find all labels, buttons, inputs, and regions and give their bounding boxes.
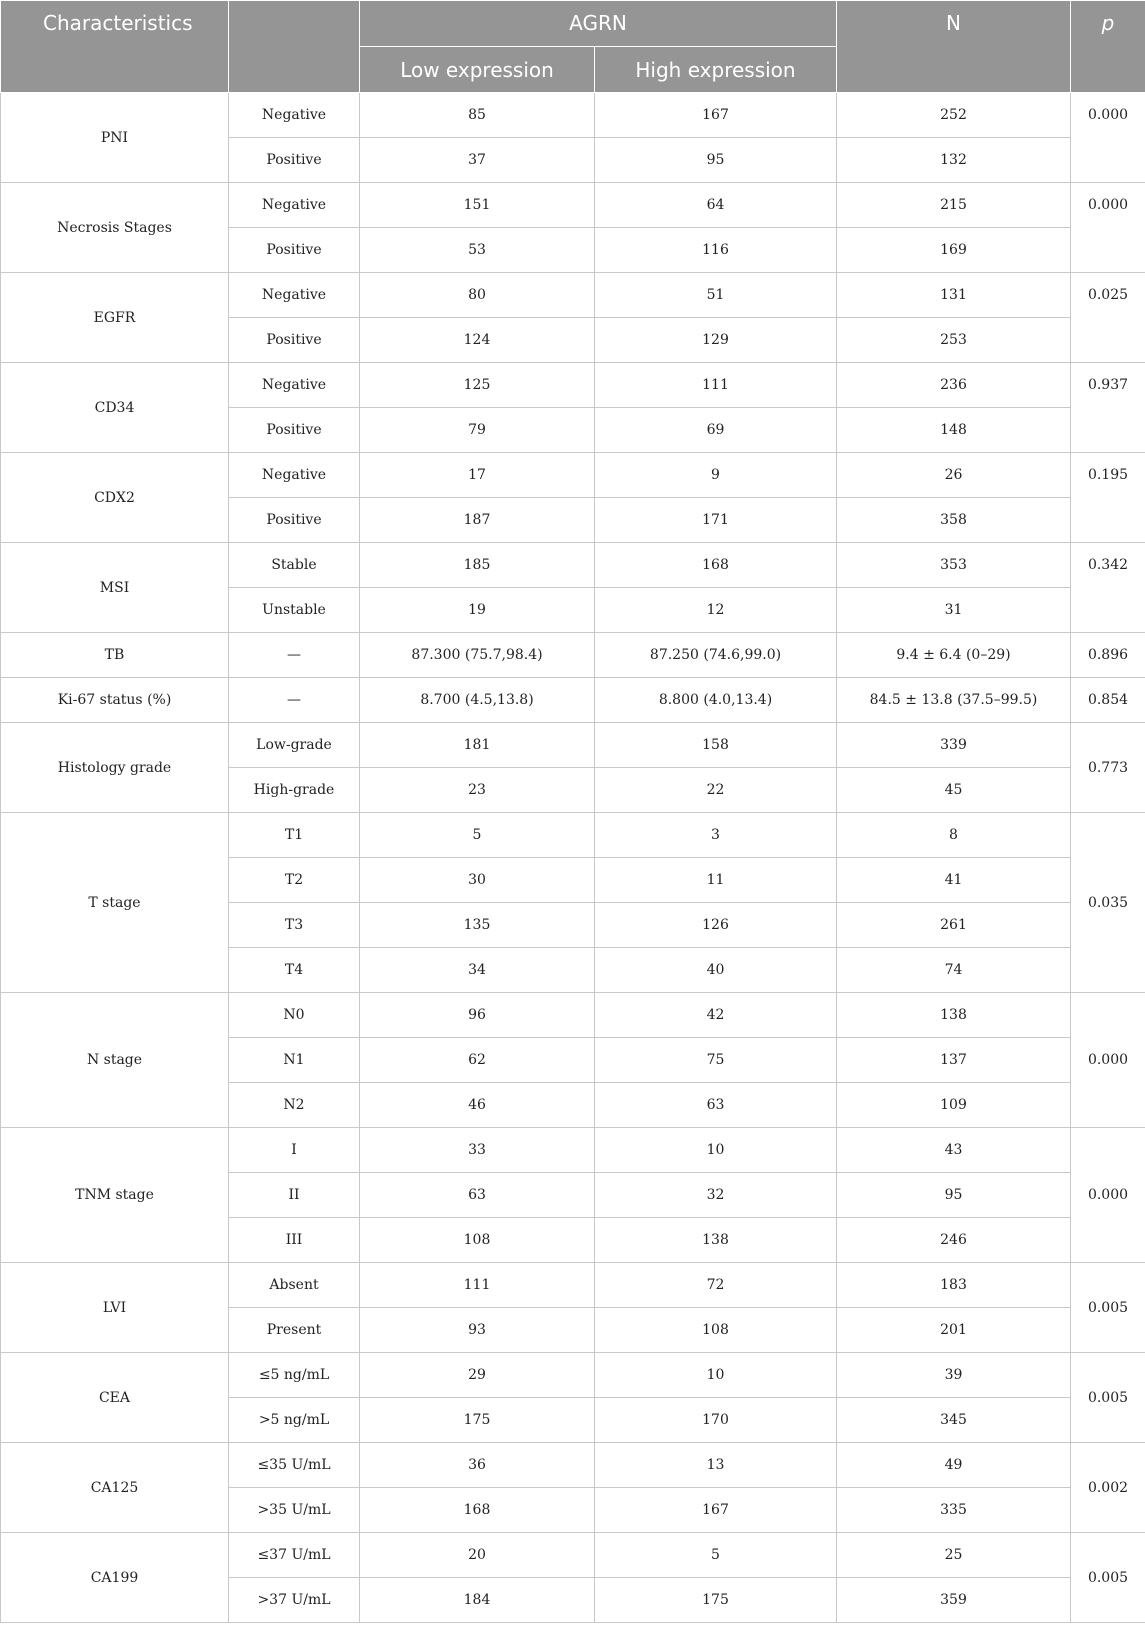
n-cell: 252 bbox=[837, 93, 1071, 138]
header-characteristics: Characteristics bbox=[1, 1, 229, 93]
n-cell: 215 bbox=[837, 183, 1071, 228]
subgroup-cell: >5 ng/mL bbox=[229, 1398, 360, 1443]
table-row bbox=[1, 363, 1145, 408]
characteristic-name: CEA bbox=[1, 1353, 229, 1443]
n-cell: 25 bbox=[837, 1533, 1071, 1578]
n-cell: 169 bbox=[837, 228, 1071, 273]
high-expression-cell: 116 bbox=[595, 228, 837, 273]
high-expression-cell: 126 bbox=[595, 903, 837, 948]
table-row bbox=[1, 723, 1145, 768]
high-expression-cell: 10 bbox=[595, 1353, 837, 1398]
subgroup-cell: >35 U/mL bbox=[229, 1488, 360, 1533]
subgroup-cell: Positive bbox=[229, 318, 360, 363]
high-expression-cell: 111 bbox=[595, 363, 837, 408]
n-cell: 236 bbox=[837, 363, 1071, 408]
subgroup-cell: T1 bbox=[229, 813, 360, 858]
characteristic-name: N stage bbox=[1, 993, 229, 1128]
high-expression-cell: 10 bbox=[595, 1128, 837, 1173]
high-expression-cell: 3 bbox=[595, 813, 837, 858]
p-value-cell: 0.195 bbox=[1071, 453, 1145, 543]
n-cell: 183 bbox=[837, 1263, 1071, 1308]
n-cell: 201 bbox=[837, 1308, 1071, 1353]
low-expression-cell: 175 bbox=[360, 1398, 595, 1443]
p-value-cell: 0.005 bbox=[1071, 1533, 1145, 1623]
low-expression-cell: 29 bbox=[360, 1353, 595, 1398]
n-cell: 45 bbox=[837, 768, 1071, 813]
high-expression-cell: 5 bbox=[595, 1533, 837, 1578]
n-cell: 353 bbox=[837, 543, 1071, 588]
subgroup-cell: Negative bbox=[229, 453, 360, 498]
low-expression-cell: 79 bbox=[360, 408, 595, 453]
low-expression-cell: 17 bbox=[360, 453, 595, 498]
low-expression-cell: 80 bbox=[360, 273, 595, 318]
table-row bbox=[1, 1353, 1145, 1398]
header-n: N bbox=[837, 1, 1071, 93]
characteristic-name: CA125 bbox=[1, 1443, 229, 1533]
n-cell: 9.4 ± 6.4 (0–29) bbox=[837, 633, 1071, 678]
n-cell: 359 bbox=[837, 1578, 1071, 1623]
low-expression-cell: 36 bbox=[360, 1443, 595, 1488]
header-p: p bbox=[1071, 1, 1145, 93]
high-expression-cell: 108 bbox=[595, 1308, 837, 1353]
high-expression-cell: 138 bbox=[595, 1218, 837, 1263]
low-expression-cell: 20 bbox=[360, 1533, 595, 1578]
subgroup-cell: III bbox=[229, 1218, 360, 1263]
subgroup-cell: N1 bbox=[229, 1038, 360, 1083]
low-expression-cell: 53 bbox=[360, 228, 595, 273]
low-expression-cell: 168 bbox=[360, 1488, 595, 1533]
header-agrn: AGRN bbox=[360, 1, 837, 47]
n-cell: 131 bbox=[837, 273, 1071, 318]
p-value-cell: 0.896 bbox=[1071, 633, 1145, 678]
high-expression-cell: 32 bbox=[595, 1173, 837, 1218]
p-value-cell: 0.000 bbox=[1071, 1128, 1145, 1263]
high-expression-cell: 22 bbox=[595, 768, 837, 813]
p-value-cell: 0.342 bbox=[1071, 543, 1145, 633]
high-expression-cell: 171 bbox=[595, 498, 837, 543]
characteristic-name: TB bbox=[1, 633, 229, 678]
p-value-cell: 0.000 bbox=[1071, 93, 1145, 183]
n-cell: 358 bbox=[837, 498, 1071, 543]
subgroup-cell: Unstable bbox=[229, 588, 360, 633]
n-cell: 8 bbox=[837, 813, 1071, 858]
table-row bbox=[1, 1443, 1145, 1488]
high-expression-cell: 63 bbox=[595, 1083, 837, 1128]
n-cell: 261 bbox=[837, 903, 1071, 948]
n-cell: 137 bbox=[837, 1038, 1071, 1083]
low-expression-cell: 87.300 (75.7,98.4) bbox=[360, 633, 595, 678]
high-expression-cell: 87.250 (74.6,99.0) bbox=[595, 633, 837, 678]
characteristic-name: Histology grade bbox=[1, 723, 229, 813]
subgroup-cell: Positive bbox=[229, 498, 360, 543]
high-expression-cell: 95 bbox=[595, 138, 837, 183]
n-cell: 148 bbox=[837, 408, 1071, 453]
n-cell: 345 bbox=[837, 1398, 1071, 1443]
high-expression-cell: 69 bbox=[595, 408, 837, 453]
low-expression-cell: 33 bbox=[360, 1128, 595, 1173]
p-value-cell: 0.773 bbox=[1071, 723, 1145, 813]
table-row bbox=[1, 993, 1145, 1038]
n-cell: 246 bbox=[837, 1218, 1071, 1263]
subgroup-cell: T3 bbox=[229, 903, 360, 948]
subgroup-cell: ≤37 U/mL bbox=[229, 1533, 360, 1578]
low-expression-cell: 184 bbox=[360, 1578, 595, 1623]
high-expression-cell: 40 bbox=[595, 948, 837, 993]
high-expression-cell: 72 bbox=[595, 1263, 837, 1308]
table-row bbox=[1, 93, 1145, 138]
p-value-cell: 0.000 bbox=[1071, 183, 1145, 273]
subgroup-cell: Negative bbox=[229, 273, 360, 318]
p-value-cell: 0.937 bbox=[1071, 363, 1145, 453]
low-expression-cell: 23 bbox=[360, 768, 595, 813]
subgroup-cell: — bbox=[229, 633, 360, 678]
high-expression-cell: 42 bbox=[595, 993, 837, 1038]
low-expression-cell: 124 bbox=[360, 318, 595, 363]
low-expression-cell: 63 bbox=[360, 1173, 595, 1218]
table-row bbox=[1, 633, 1145, 678]
high-expression-cell: 175 bbox=[595, 1578, 837, 1623]
table-row bbox=[1, 1128, 1145, 1173]
characteristic-name: T stage bbox=[1, 813, 229, 993]
high-expression-cell: 158 bbox=[595, 723, 837, 768]
table-body bbox=[1, 93, 1145, 1623]
characteristic-name: CDX2 bbox=[1, 453, 229, 543]
low-expression-cell: 181 bbox=[360, 723, 595, 768]
low-expression-cell: 125 bbox=[360, 363, 595, 408]
subgroup-cell: — bbox=[229, 678, 360, 723]
low-expression-cell: 151 bbox=[360, 183, 595, 228]
n-cell: 39 bbox=[837, 1353, 1071, 1398]
characteristic-name: Ki-67 status (%) bbox=[1, 678, 229, 723]
table-row bbox=[1, 1533, 1145, 1578]
n-cell: 26 bbox=[837, 453, 1071, 498]
low-expression-cell: 34 bbox=[360, 948, 595, 993]
high-expression-cell: 11 bbox=[595, 858, 837, 903]
subgroup-cell: T4 bbox=[229, 948, 360, 993]
characteristic-name: LVI bbox=[1, 1263, 229, 1353]
subgroup-cell: T2 bbox=[229, 858, 360, 903]
low-expression-cell: 85 bbox=[360, 93, 595, 138]
p-value-cell: 0.035 bbox=[1071, 813, 1145, 993]
subgroup-cell: Present bbox=[229, 1308, 360, 1353]
subgroup-cell: Negative bbox=[229, 93, 360, 138]
n-cell: 132 bbox=[837, 138, 1071, 183]
characteristic-name: TNM stage bbox=[1, 1128, 229, 1263]
characteristic-name: CA199 bbox=[1, 1533, 229, 1623]
n-cell: 43 bbox=[837, 1128, 1071, 1173]
n-cell: 95 bbox=[837, 1173, 1071, 1218]
low-expression-cell: 96 bbox=[360, 993, 595, 1038]
p-value-cell: 0.002 bbox=[1071, 1443, 1145, 1533]
high-expression-cell: 64 bbox=[595, 183, 837, 228]
high-expression-cell: 167 bbox=[595, 1488, 837, 1533]
subgroup-cell: Negative bbox=[229, 183, 360, 228]
low-expression-cell: 5 bbox=[360, 813, 595, 858]
low-expression-cell: 108 bbox=[360, 1218, 595, 1263]
high-expression-cell: 168 bbox=[595, 543, 837, 588]
n-cell: 74 bbox=[837, 948, 1071, 993]
subgroup-cell: N2 bbox=[229, 1083, 360, 1128]
low-expression-cell: 93 bbox=[360, 1308, 595, 1353]
low-expression-cell: 135 bbox=[360, 903, 595, 948]
high-expression-cell: 129 bbox=[595, 318, 837, 363]
characteristic-name: Necrosis Stages bbox=[1, 183, 229, 273]
high-expression-cell: 51 bbox=[595, 273, 837, 318]
table-row bbox=[1, 453, 1145, 498]
p-value-cell: 0.005 bbox=[1071, 1353, 1145, 1443]
subgroup-cell: Positive bbox=[229, 228, 360, 273]
low-expression-cell: 62 bbox=[360, 1038, 595, 1083]
subgroup-cell: ≤5 ng/mL bbox=[229, 1353, 360, 1398]
p-value-cell: 0.854 bbox=[1071, 678, 1145, 723]
p-value-cell: 0.005 bbox=[1071, 1263, 1145, 1353]
n-cell: 335 bbox=[837, 1488, 1071, 1533]
header-high-expression: High expression bbox=[595, 47, 837, 93]
low-expression-cell: 30 bbox=[360, 858, 595, 903]
subgroup-cell: Stable bbox=[229, 543, 360, 588]
subgroup-cell: ≤35 U/mL bbox=[229, 1443, 360, 1488]
n-cell: 138 bbox=[837, 993, 1071, 1038]
low-expression-cell: 19 bbox=[360, 588, 595, 633]
header-low-expression: Low expression bbox=[360, 47, 595, 93]
low-expression-cell: 37 bbox=[360, 138, 595, 183]
header-subgroup bbox=[229, 1, 360, 93]
high-expression-cell: 13 bbox=[595, 1443, 837, 1488]
n-cell: 109 bbox=[837, 1083, 1071, 1128]
subgroup-cell: >37 U/mL bbox=[229, 1578, 360, 1623]
low-expression-cell: 185 bbox=[360, 543, 595, 588]
subgroup-cell: Positive bbox=[229, 408, 360, 453]
subgroup-cell: Negative bbox=[229, 363, 360, 408]
high-expression-cell: 170 bbox=[595, 1398, 837, 1443]
p-value-cell: 0.000 bbox=[1071, 993, 1145, 1128]
high-expression-cell: 12 bbox=[595, 588, 837, 633]
table-header bbox=[1, 1, 1145, 93]
table-row bbox=[1, 678, 1145, 723]
subgroup-cell: II bbox=[229, 1173, 360, 1218]
high-expression-cell: 8.800 (4.0,13.4) bbox=[595, 678, 837, 723]
table-row bbox=[1, 1263, 1145, 1308]
n-cell: 339 bbox=[837, 723, 1071, 768]
n-cell: 41 bbox=[837, 858, 1071, 903]
characteristic-name: CD34 bbox=[1, 363, 229, 453]
high-expression-cell: 9 bbox=[595, 453, 837, 498]
low-expression-cell: 8.700 (4.5,13.8) bbox=[360, 678, 595, 723]
n-cell: 84.5 ± 13.8 (37.5–99.5) bbox=[837, 678, 1071, 723]
subgroup-cell: Low-grade bbox=[229, 723, 360, 768]
characteristic-name: MSI bbox=[1, 543, 229, 633]
high-expression-cell: 75 bbox=[595, 1038, 837, 1083]
table-row bbox=[1, 183, 1145, 228]
characteristic-name: EGFR bbox=[1, 273, 229, 363]
low-expression-cell: 111 bbox=[360, 1263, 595, 1308]
n-cell: 49 bbox=[837, 1443, 1071, 1488]
table-row bbox=[1, 813, 1145, 858]
header-row-1 bbox=[1, 1, 1145, 47]
subgroup-cell: Absent bbox=[229, 1263, 360, 1308]
n-cell: 31 bbox=[837, 588, 1071, 633]
subgroup-cell: I bbox=[229, 1128, 360, 1173]
table-row bbox=[1, 543, 1145, 588]
p-value-cell: 0.025 bbox=[1071, 273, 1145, 363]
characteristic-name: PNI bbox=[1, 93, 229, 183]
high-expression-cell: 167 bbox=[595, 93, 837, 138]
subgroup-cell: Positive bbox=[229, 138, 360, 183]
subgroup-cell: N0 bbox=[229, 993, 360, 1038]
n-cell: 253 bbox=[837, 318, 1071, 363]
table-row bbox=[1, 273, 1145, 318]
low-expression-cell: 187 bbox=[360, 498, 595, 543]
subgroup-cell: High-grade bbox=[229, 768, 360, 813]
low-expression-cell: 46 bbox=[360, 1083, 595, 1128]
